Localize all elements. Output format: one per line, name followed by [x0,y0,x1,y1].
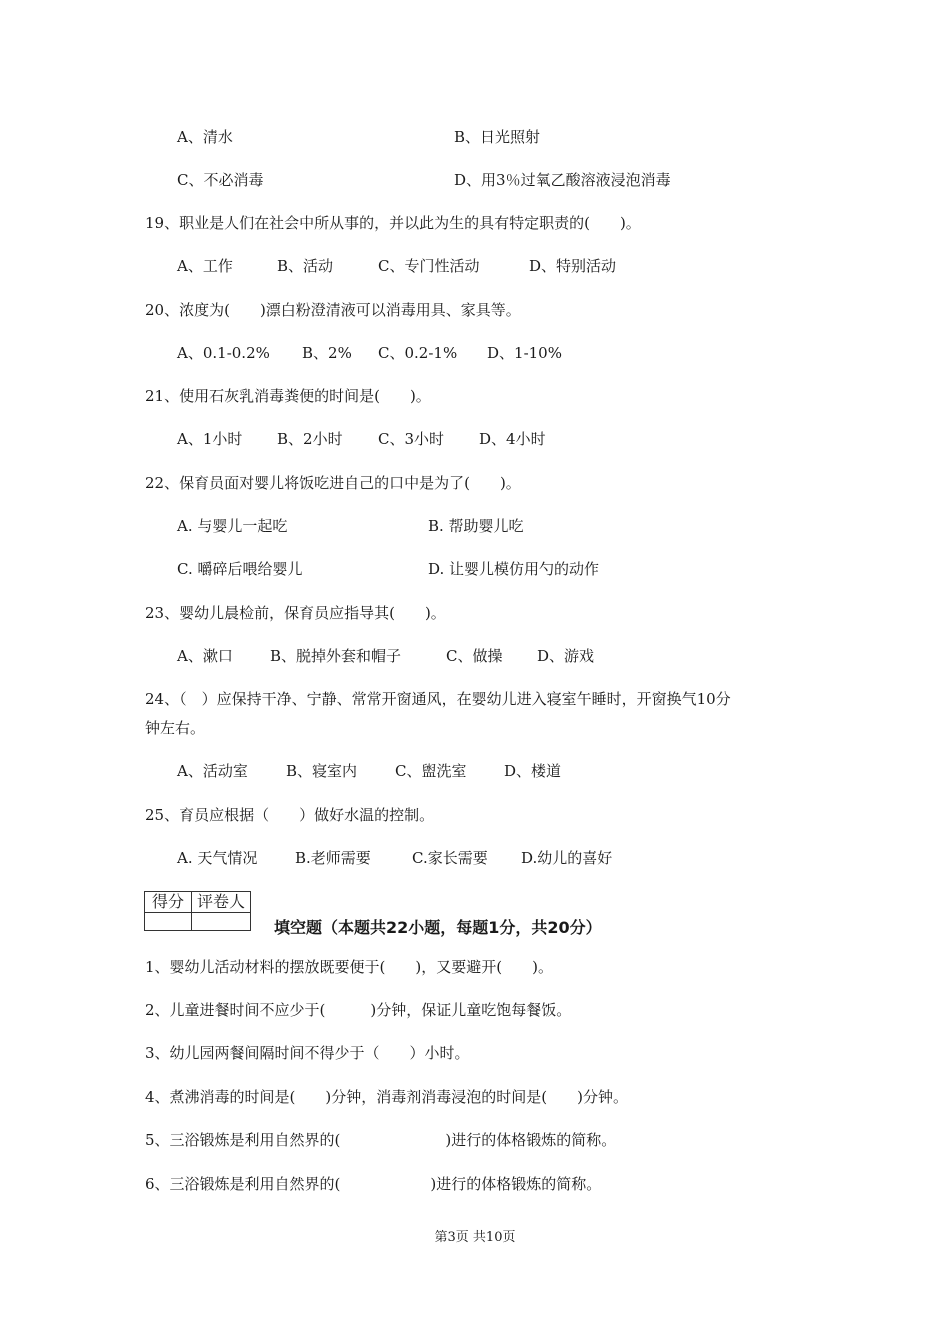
q23-option-a: A、漱口 [177,647,233,665]
question-25: 25、育员应根据（ ）做好水温的控制。 [145,806,435,824]
q22-option-d: D. 让婴儿模仿用勺的动作 [428,560,600,578]
fill-blank-3: 3、幼儿园两餐间隔时间不得少于（ ）小时。 [145,1044,470,1062]
q18-option-b: B、日光照射 [454,128,541,146]
q23-option-d: D、游戏 [537,647,595,665]
q22-option-c: C. 嚼碎后喂给婴儿 [177,560,303,578]
q18-option-c: C、不必消毒 [177,171,264,189]
q23-option-b: B、脱掉外套和帽子 [270,647,402,665]
fill-blank-5: 5、三浴锻炼是利用自然界的( )进行的体格锻炼的简称。 [145,1131,617,1149]
q19-option-b: B、活动 [277,257,334,275]
q24-option-d: D、楼道 [504,762,562,780]
fill-blank-2: 2、儿童进餐时间不应少于( )分钟，保证儿童吃饱每餐饭。 [145,1001,572,1019]
section-title: 填空题（本题共22小题，每题1分，共20分） [274,918,602,937]
q19-option-a: A、工作 [177,257,233,275]
q18-option-d: D、用3％过氧乙酸溶液浸泡消毒 [454,171,671,189]
question-22: 22、保育员面对婴儿将饭吃进自己的口中是为了( )。 [145,474,521,492]
grader-label: 评卷人 [192,892,251,913]
q24-option-c: C、盥洗室 [395,762,467,780]
q23-option-c: C、做操 [446,647,503,665]
score-cell [145,913,192,931]
q19-option-c: C、专门性活动 [378,257,480,275]
q24-option-b: B、寝室内 [286,762,358,780]
question-23: 23、婴幼儿晨检前，保育员应指导其( )。 [145,604,446,622]
q20-option-a: A、0.1-0.2% [177,344,270,362]
question-24-continuation: 钟左右。 [145,719,206,737]
fill-blank-4: 4、煮沸消毒的时间是( )分钟，消毒剂消毒浸泡的时间是( )分钟。 [145,1088,628,1106]
q18-option-a: A、清水 [177,128,233,146]
question-19: 19、职业是人们在社会中所从事的，并以此为生的具有特定职责的( )。 [145,214,641,232]
q21-option-c: C、3小时 [378,430,445,448]
fill-blank-6: 6、三浴锻炼是利用自然界的( )进行的体格锻炼的简称。 [145,1175,602,1193]
q25-option-a: A. 天气情况 [177,849,258,867]
fill-blank-1: 1、婴幼儿活动材料的摆放既要便于( )，又要避开( )。 [145,958,553,976]
page-footer: 第3页 共10页 [434,1230,516,1245]
q25-option-d: D.幼儿的喜好 [521,849,613,867]
score-box [144,891,251,931]
q21-option-a: A、1小时 [177,430,243,448]
question-21: 21、使用石灰乳消毒粪便的时间是( )。 [145,387,431,405]
q22-option-b: B. 帮助婴儿吃 [428,517,524,535]
q21-option-d: D、4小时 [479,430,546,448]
q20-option-d: D、1-10% [487,344,562,362]
q25-option-c: C.家长需要 [412,849,488,867]
q19-option-d: D、特别活动 [529,257,617,275]
q25-option-b: B.老师需要 [295,849,371,867]
question-20: 20、浓度为( )漂白粉澄清液可以消毒用具、家具等。 [145,301,521,319]
q20-option-c: C、0.2-1% [378,344,458,362]
grader-cell [192,913,251,931]
q24-option-a: A、活动室 [177,762,248,780]
score-label: 得分 [145,892,192,913]
q20-option-b: B、2% [302,344,352,362]
q21-option-b: B、2小时 [277,430,343,448]
q22-option-a: A. 与婴儿一起吃 [177,517,288,535]
question-24: 24、（ ）应保持干净、宁静、常常开窗通风，在婴幼儿进入寝室午睡时，开窗换气10分 [145,690,731,708]
